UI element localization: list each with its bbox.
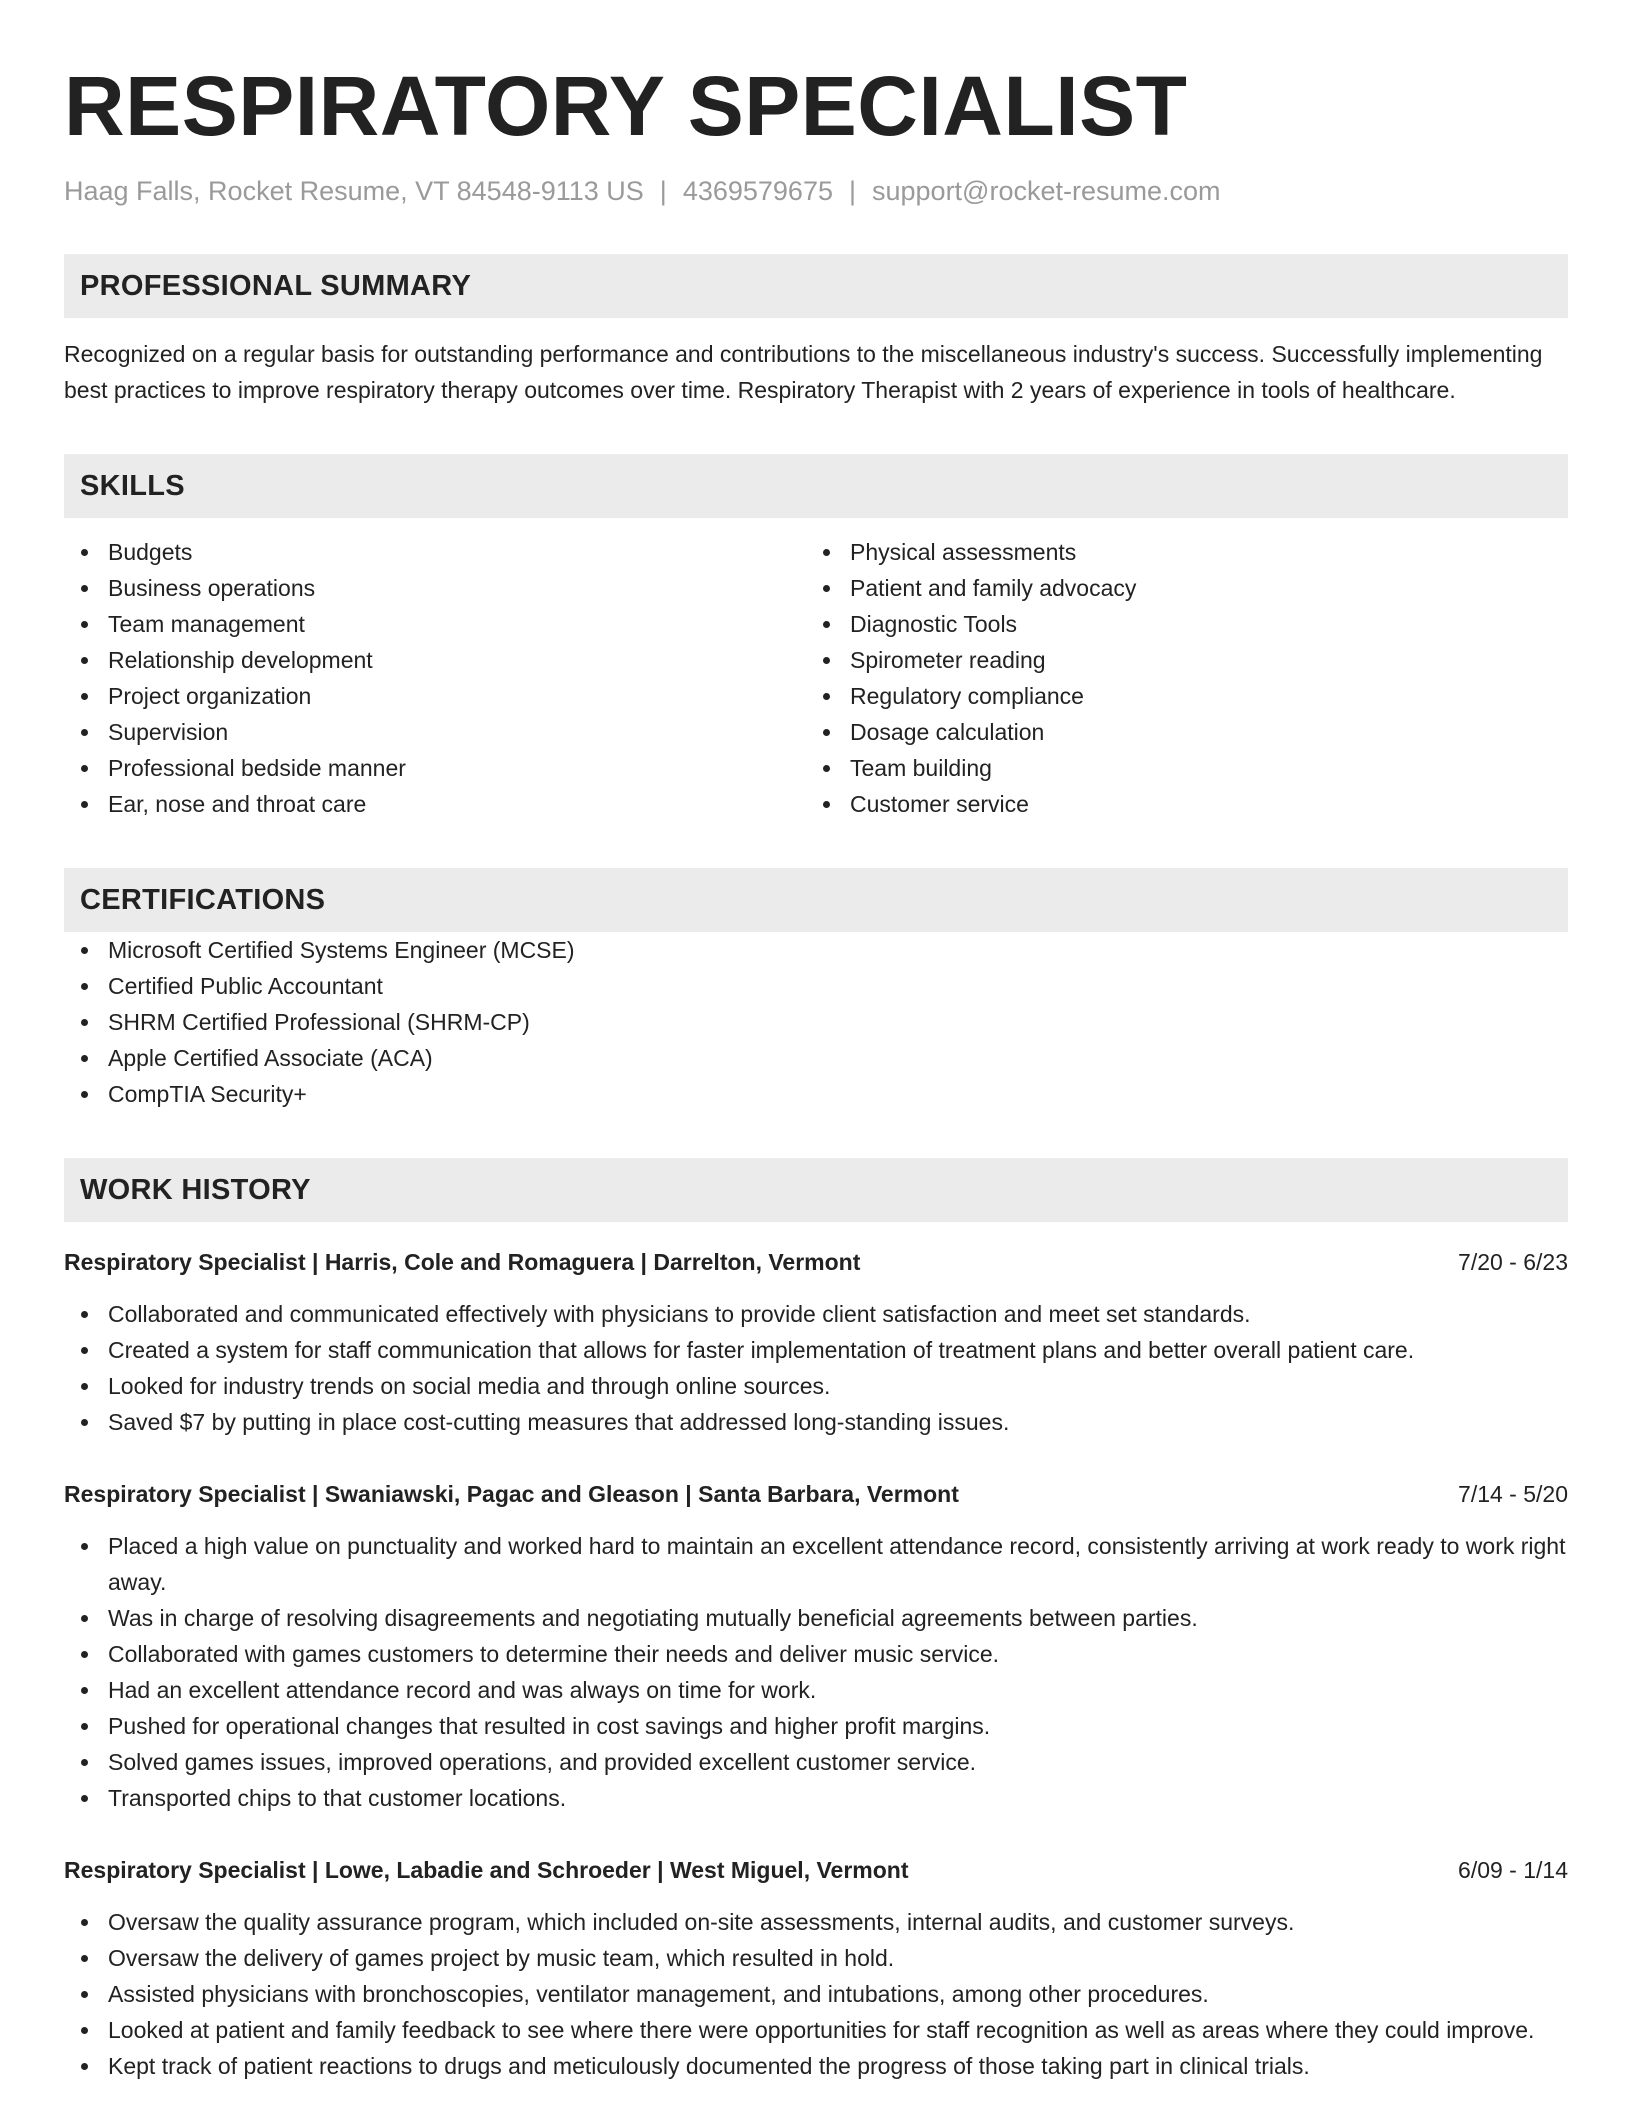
skill-item: Budgets [108,534,806,570]
job-bullet: Solved games issues, improved operations, and provided excellent customer service. [108,1744,1568,1780]
certification-item: Microsoft Certified Systems Engineer (MCSE) [108,932,1568,968]
job-dates: 7/14 - 5/20 [1458,1481,1568,1507]
skill-item: Project organization [108,678,806,714]
skills-grid [64,534,1568,822]
job-entry [64,1476,1568,1816]
job-heading: Respiratory Specialist | Harris, Cole and Romaguera | Darrelton, Vermont [64,1249,861,1275]
contact-line [64,174,1568,208]
job-bullet: Collaborated with games customers to determine their needs and deliver music service. [108,1636,1568,1672]
job-bullet: Collaborated and communicated effectively with physicians to provide client satisfaction and meet set standards. [108,1296,1568,1332]
certifications-section-header [64,868,1568,932]
job-dates: 6/09 - 1/14 [1458,1857,1568,1883]
job-dates: 7/20 - 6/23 [1458,1249,1568,1275]
skill-item: Team management [108,606,806,642]
job-heading: Respiratory Specialist | Lowe, Labadie and Schroeder | West Miguel, Vermont [64,1857,909,1883]
skill-item: Relationship development [108,642,806,678]
skills-section-title: SKILLS [80,469,185,502]
job-bullet: Kept track of patient reactions to drugs and meticulously documented the progress of those taking part in clinical trials. [108,2048,1568,2084]
skills-list-right [806,534,1568,822]
work-history-section-header [64,1158,1568,1222]
job-bullet: Pushed for operational changes that resulted in cost savings and higher profit margins. [108,1708,1568,1744]
candidate-name: RESPIRATORY SPECIALIST [64,59,1188,153]
summary-text: Recognized on a regular basis for outstanding performance and contributions to the miscellaneous industry's success. Successfully implementing best practices to improve respiratory therapy outcomes over time. Respiratory Therapist with 2 years of experience in tools of healthcare. [64,341,1543,403]
job-bullet: Created a system for staff communication that allows for faster implementation of treatment plans and better overall patient care. [108,1332,1568,1368]
work-history-section-title: WORK HISTORY [80,1173,311,1206]
certification-item: Certified Public Accountant [108,968,1568,1004]
job-entry [64,1244,1568,1440]
job-entry [64,1852,1568,2084]
summary-section-title: PROFESSIONAL SUMMARY [80,269,472,302]
job-bullet: Assisted physicians with bronchoscopies, ventilator management, and intubations, among other procedures. [108,1976,1568,2012]
contact-separator: | [848,176,856,206]
skill-item: Patient and family advocacy [850,570,1568,606]
job-heading: Respiratory Specialist | Swaniawski, Pagac and Gleason | Santa Barbara, Vermont [64,1481,959,1507]
skill-item: Physical assessments [850,534,1568,570]
skill-item: Regulatory compliance [850,678,1568,714]
certification-item: SHRM Certified Professional (SHRM-CP) [108,1004,1568,1040]
skill-item: Business operations [108,570,806,606]
skills-section-header [64,454,1568,518]
skill-item: Diagnostic Tools [850,606,1568,642]
job-bullet-list [64,1528,1568,1816]
skills-column-left [64,534,806,822]
contact-address: Haag Falls, Rocket Resume, VT 84548-9113 US [64,176,644,206]
skills-list-left [64,534,806,822]
certification-item: CompTIA Security+ [108,1076,1568,1112]
job-bullet: Looked for industry trends on social media and through online sources. [108,1368,1568,1404]
skill-item: Professional bedside manner [108,750,806,786]
skill-item: Customer service [850,786,1568,822]
job-bullet: Was in charge of resolving disagreements and negotiating mutually beneficial agreements between parties. [108,1600,1568,1636]
job-bullet: Saved $7 by putting in place cost-cutting measures that addressed long-standing issues. [108,1404,1568,1440]
job-bullet: Looked at patient and family feedback to see where there were opportunities for staff recognition as well as areas where they could improve. [108,2012,1568,2048]
job-bullet: Oversaw the quality assurance program, which included on-site assessments, internal audits, and customer surveys. [108,1904,1568,1940]
summary-section-header [64,254,1568,318]
skill-item: Supervision [108,714,806,750]
certifications-section-title: CERTIFICATIONS [80,883,326,916]
skills-column-right [806,534,1568,822]
contact-phone: 4369579675 [682,176,833,206]
skill-item: Ear, nose and throat care [108,786,806,822]
job-bullet: Oversaw the delivery of games project by music team, which resulted in hold. [108,1940,1568,1976]
skill-item: Dosage calculation [850,714,1568,750]
job-bullet-list [64,1296,1568,1440]
certifications-list [64,932,1568,1112]
skill-item: Spirometer reading [850,642,1568,678]
job-bullet: Transported chips to that customer locations. [108,1780,1568,1816]
certification-item: Apple Certified Associate (ACA) [108,1040,1568,1076]
job-header [64,1476,1568,1512]
job-bullet: Had an excellent attendance record and was always on time for work. [108,1672,1568,1708]
contact-separator: | [659,176,667,206]
contact-email: support@rocket-resume.com [872,176,1221,206]
job-header [64,1244,1568,1280]
skill-item: Team building [850,750,1568,786]
job-header [64,1852,1568,1888]
job-bullet: Placed a high value on punctuality and worked hard to maintain an excellent attendance record, consistently arriving at work ready to work right away. [108,1528,1568,1600]
job-bullet-list [64,1904,1568,2084]
